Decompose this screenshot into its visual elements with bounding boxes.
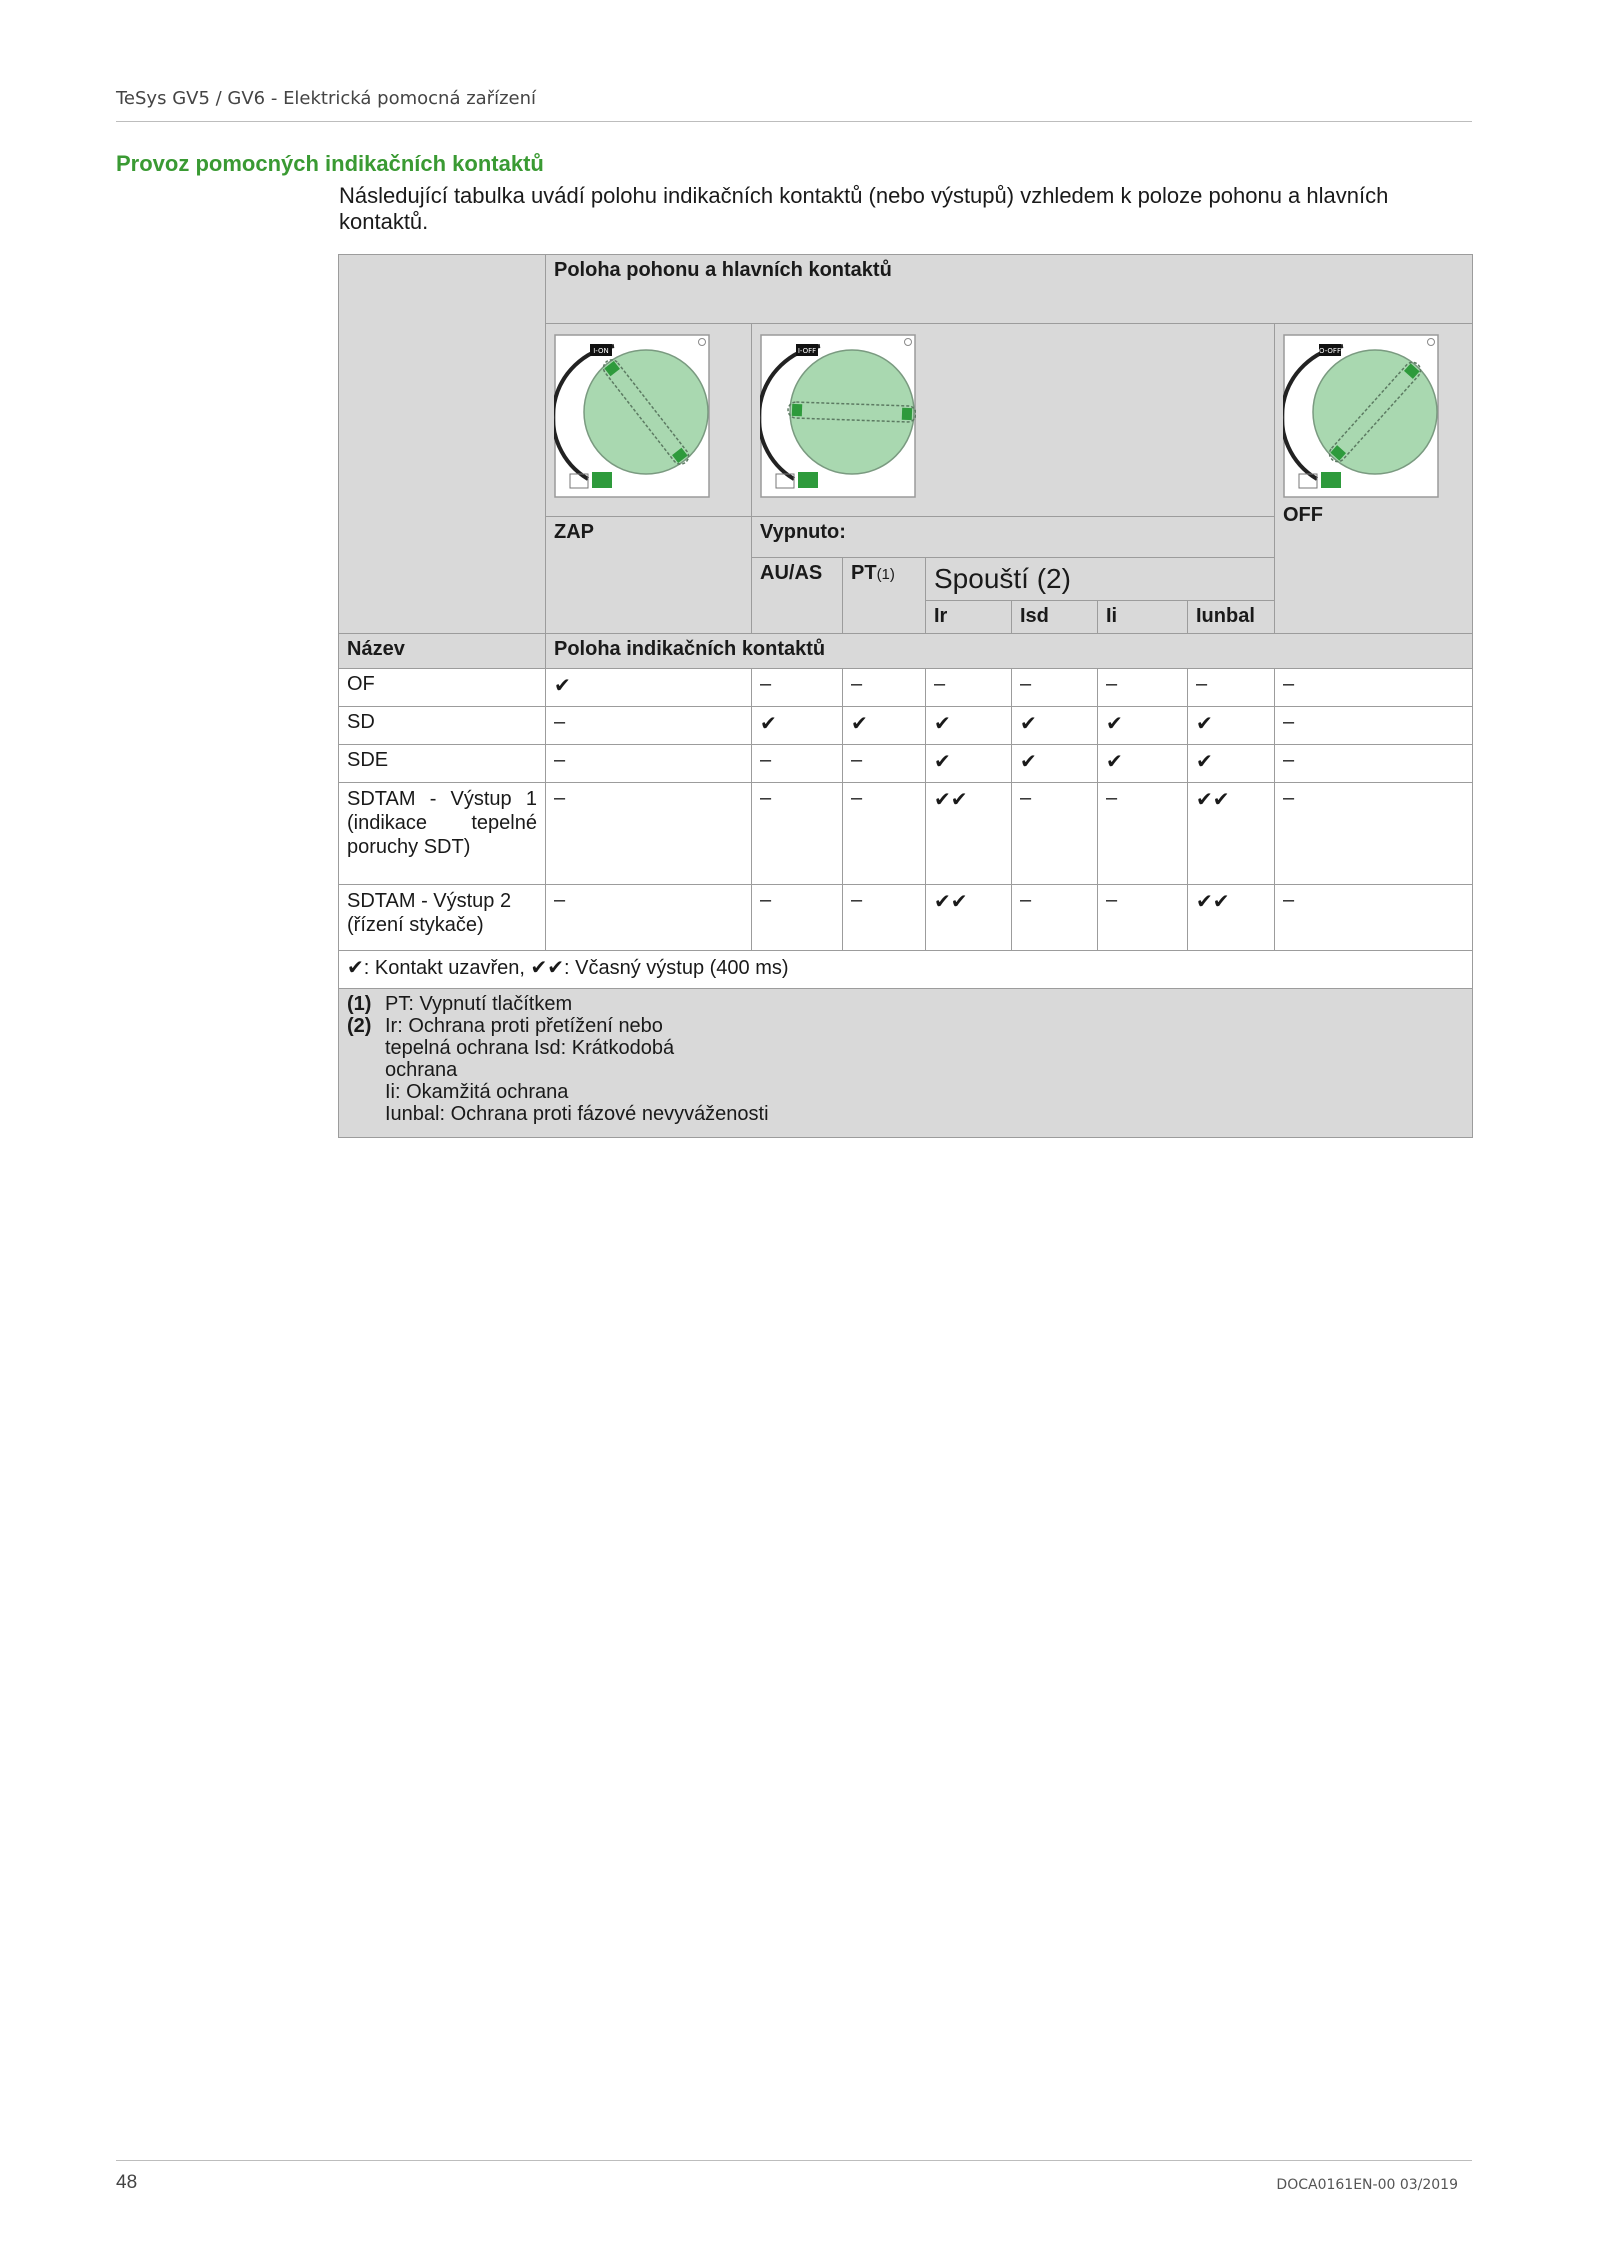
cell-iunbal: ✔ [1188,745,1275,783]
label-off: OFF [1283,504,1323,526]
cell-auas: – [752,745,843,783]
col-trip-ir: Ir [926,601,1012,634]
table-notes [339,989,1473,1138]
note-2-number: (2) [347,1015,372,1037]
cell-ii: – [1098,885,1188,951]
table-row [339,745,1473,783]
running-header: TeSys GV5 / GV6 - Elektrická pomocná zařízení [116,88,537,109]
cell-auas: – [752,669,843,707]
cell-zap: – [546,745,752,783]
cell-zap: – [546,885,752,951]
cell-zap: ✔ [546,669,752,707]
note-2 [347,1015,1464,1081]
header-indication: Poloha indikačních kontaktů [546,634,1473,669]
note-2-ii: Ii: Okamžitá ochrana [385,1081,569,1103]
cell-ii: ✔ [1098,745,1188,783]
cell-iunbal: – [1188,669,1275,707]
table-corner-cell [339,255,546,634]
header-position: Poloha pohonu a hlavních kontaktů [546,255,1473,324]
cell-off: – [1275,885,1473,951]
cell-off: – [1275,707,1473,745]
header-name: Název [339,634,546,669]
cell-pt: – [843,745,926,783]
switch-rotary-handle-on-icon [554,334,710,498]
cell-ir: ✔ [926,707,1012,745]
label-vypnuto: Vypnuto: [752,517,1275,558]
cell-zap: – [546,783,752,885]
cell-ir: – [926,669,1012,707]
note-1-text: PT: Vypnutí tlačítkem [385,993,573,1015]
cell-isd: ✔ [1012,707,1098,745]
cell-pt: ✔ [843,707,926,745]
col-pt [843,558,926,634]
cell-zap: – [546,707,752,745]
note-2-text: Ir: Ochrana proti přetížení nebo tepelná ochrana Isd: Krátkodobá ochrana [385,1015,675,1081]
cell-auas: ✔ [752,707,843,745]
cell-ir: ✔ [926,745,1012,783]
cell-isd: – [1012,885,1098,951]
col-trip-ii: Ii [1098,601,1188,634]
cell-ii: – [1098,783,1188,885]
cell-pt: – [843,669,926,707]
page-number: 48 [116,2172,138,2193]
table-row [339,885,1473,951]
cell-auas: – [752,783,843,885]
table-legend: ✔: Kontakt uzavřen, ✔✔: Včasný výstup (400 ms) [339,951,1473,989]
row-name: SDTAM - Výstup 2 (řízení stykače) [339,885,546,951]
cell-off: – [1275,669,1473,707]
cell-ir: ✔✔ [926,885,1012,951]
col-trip-isd: Isd [1012,601,1098,634]
note-1 [347,993,1464,1015]
table-row [339,783,1473,885]
cell-pt: – [843,783,926,885]
row-name: SDTAM - Výstup 1 (indikace tepelné poruchy SDT) [339,783,546,885]
cell-iunbal: ✔ [1188,707,1275,745]
diagram-cell-zap [546,324,752,517]
col-auas: AU/AS [752,558,843,634]
document-reference: DOCA0161EN-00 03/2019 [1276,2177,1458,2193]
cell-isd: – [1012,669,1098,707]
row-name: SD [339,707,546,745]
footer-divider [116,2160,1472,2161]
indication-contacts-table [338,254,1473,1138]
cell-off: – [1275,745,1473,783]
switch-rotary-handle-tripped-icon [760,334,916,498]
note-2-iunbal: Iunbal: Ochrana proti fázové nevyváženosti [385,1103,769,1125]
cell-iunbal: ✔✔ [1188,885,1275,951]
cell-pt: – [843,885,926,951]
cell-auas: – [752,885,843,951]
cell-ir: ✔✔ [926,783,1012,885]
diagram-cell-tripped [752,324,1275,517]
diagram-cell-off [1275,324,1473,634]
cell-iunbal: ✔✔ [1188,783,1275,885]
cell-ii: ✔ [1098,707,1188,745]
section-title: Provoz pomocných indikačních kontaktů [116,151,544,176]
col-trip-iunbal: Iunbal [1188,601,1275,634]
cell-ii: – [1098,669,1188,707]
row-name: SDE [339,745,546,783]
diagram-tag-zap: I-ON [593,347,609,355]
col-pt-note: (1) [876,566,895,583]
cell-isd: – [1012,783,1098,885]
note-1-number: (1) [347,993,372,1015]
cell-off: – [1275,783,1473,885]
row-name: OF [339,669,546,707]
table-row [339,669,1473,707]
header-divider [116,121,1472,122]
cell-isd: ✔ [1012,745,1098,783]
table-row [339,707,1473,745]
intro-paragraph: Následující tabulka uvádí polohu indikačních kontaktů (nebo výstupů) vzhledem k poloze pohonu a hlavních kontaktů. [339,183,1389,234]
diagram-tag-tripped: I-OFF [797,347,817,355]
switch-rotary-handle-off-icon [1283,334,1439,498]
col-spousti: Spouští (2) [926,558,1275,601]
diagram-tag-off: O-OFF [1319,347,1341,355]
col-pt-label: PT [851,562,877,584]
label-zap: ZAP [546,517,752,634]
